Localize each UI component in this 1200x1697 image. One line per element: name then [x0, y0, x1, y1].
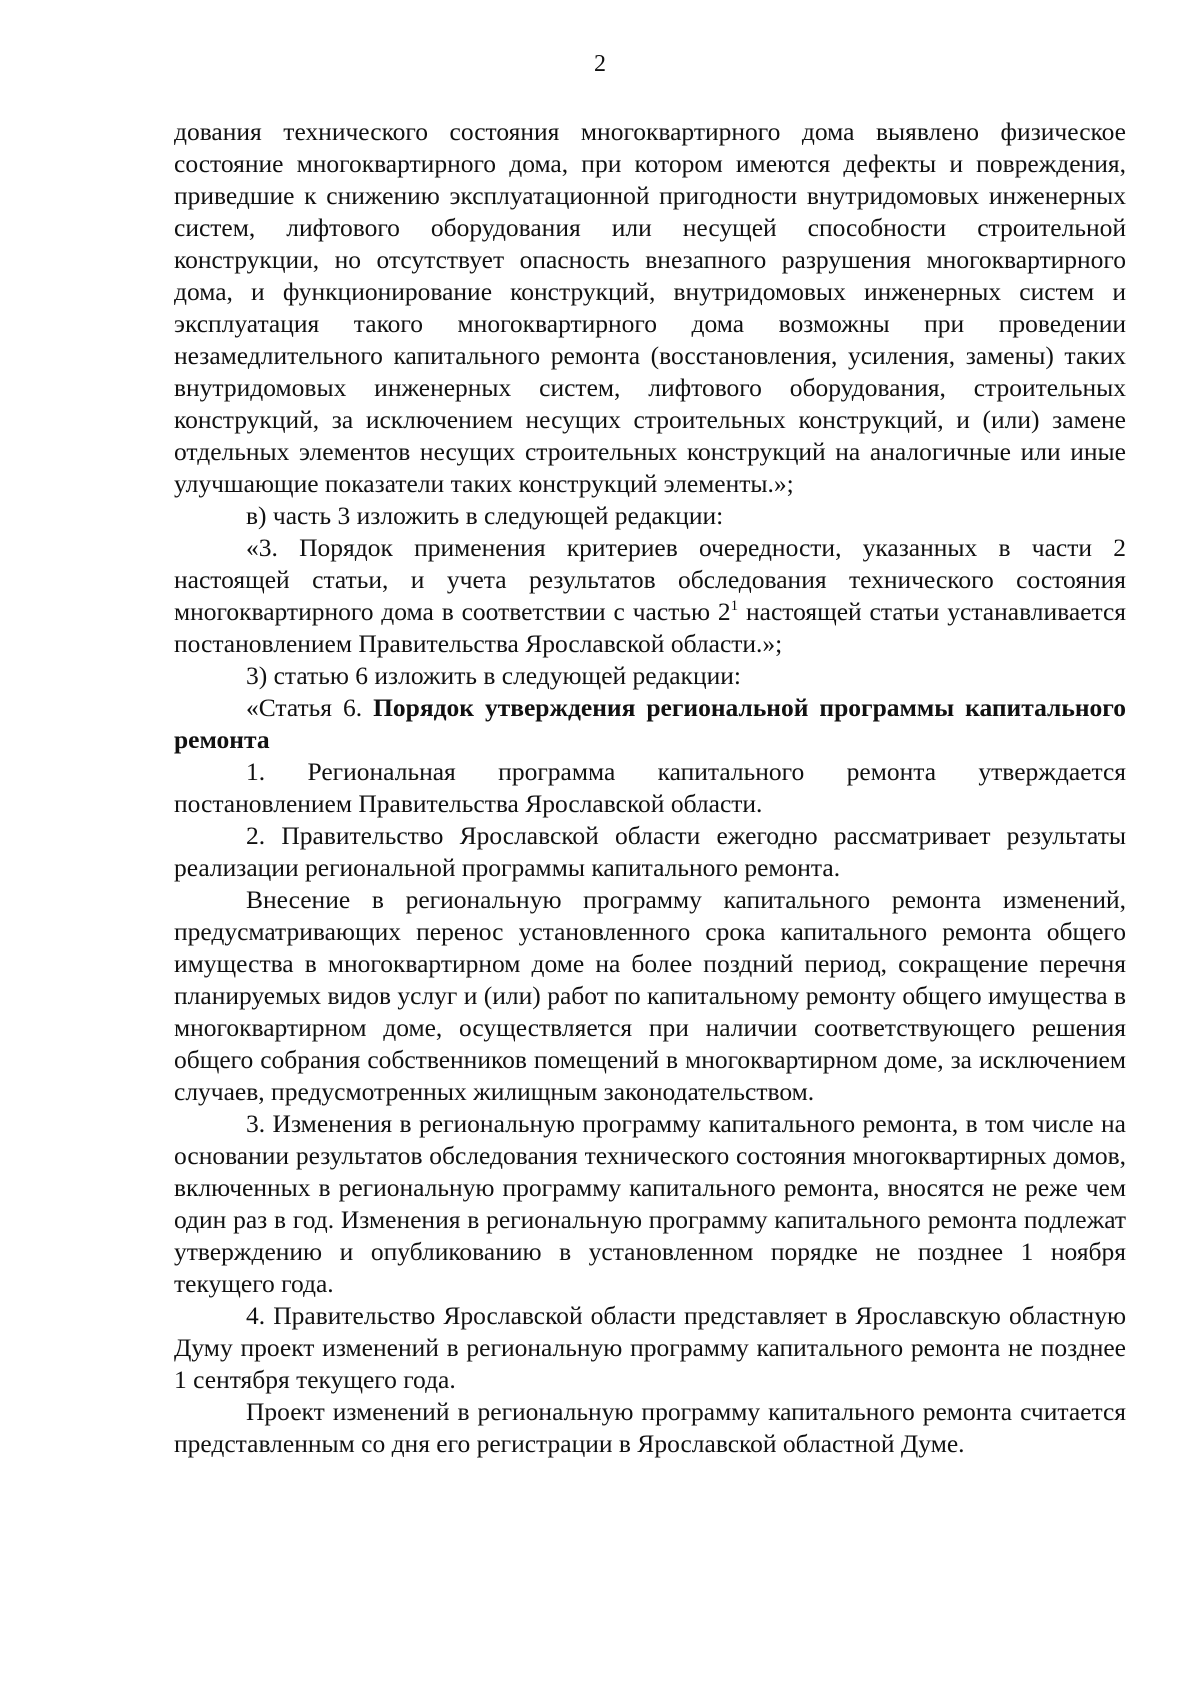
paragraph-project: Проект изменений в региональную программу капитального ремонта считается представленным со дня его регистрации в Ярославской областной Думе. — [174, 1397, 1126, 1458]
article-6-heading — [174, 692, 1126, 756]
paragraph-item-2: 2. Правительство Ярославской области ежегодно рассматривает результаты реализации региональной программы капитального ремонта. — [174, 821, 1126, 882]
document-body — [174, 116, 1126, 1460]
page-number: 2 — [594, 51, 606, 77]
paragraph-item-3: 3. Изменения в региональную программу капитального ремонта, в том числе на основании результатов обследования технического состояния многоквартирных домов, включенных в региональную программу капитального ремонта, вносятся не реже чем один раз в год. Изменения в региональную программу капитального ремонта подлежат утверждению и опубликованию в установленном порядке не позднее 1 ноября текущего года. — [174, 1109, 1126, 1298]
paragraph-amendment-v: в) часть 3 изложить в следующей редакции: — [246, 501, 724, 530]
article-6-prefix: «Статья 6. — [246, 693, 374, 722]
superscript-index: 1 — [730, 598, 739, 614]
paragraph-part-3 — [174, 532, 1126, 660]
paragraph-item-1: 1. Региональная программа капитального ремонта утверждается постановлением Правительства Ярославской области. — [174, 757, 1126, 818]
paragraph-item-4: 4. Правительство Ярославской области представляет в Ярославскую областную Думу проект изменений в региональную программу капитального ремонта не позднее 1 сентября текущего года. — [174, 1301, 1126, 1394]
paragraph-changes: Внесение в региональную программу капитального ремонта изменений, предусматривающих перенос установленного срока капитального ремонта общего имущества в многоквартирном доме на более поздний период, сокращение перечня планируемых видов услуг и (или) работ по капитальному ремонту общего имущества в многоквартирном доме, осуществляется при наличии соответствующего решения общего собрания собственников помещений в многоквартирном доме, за исключением случаев, предусмотренных жилищным законодательством. — [174, 885, 1126, 1106]
paragraph-continuation: дования технического состояния многоквартирного дома выявлено физическое состояние многоквартирного дома, при котором имеются дефекты и повреждения, приведшие к снижению эксплуатационной пригодности внутридомовых инженерных систем, лифтового оборудования или несущей способности строительной конструкции, но отсутствует опасность внезапного разрушения многоквартирного дома, и функционирование конструкций, внутридомовых инженерных систем и эксплуатация такого многоквартирного дома возможны при проведении незамедлительного капитального ремонта (восстановления, усиления, замены) таких внутридомовых инженерных систем, лифтового оборудования, строительных конструкций, за исключением несущих строительных конструкций, и (или) замене отдельных элементов несущих строительных конструкций на аналогичные или иные улучшающие показатели таких конструкций элементы.»; — [174, 117, 1126, 498]
paragraph-amendment-3: 3) статью 6 изложить в следующей редакции: — [246, 661, 741, 690]
part-3-text-end: настоящей статьи устанавливается постановлением Правительства Ярославской области.»; — [174, 597, 1126, 658]
part-3-text-start: «3. Порядок применения критериев очередности, указанных в части 2 настоящей статьи, и учета результатов обследования технического состояния многоквартирного дома в соответствии с частью 2 — [174, 533, 1126, 626]
article-6-title: Порядок утверждения региональной программы капитального ремонта — [174, 693, 1126, 754]
